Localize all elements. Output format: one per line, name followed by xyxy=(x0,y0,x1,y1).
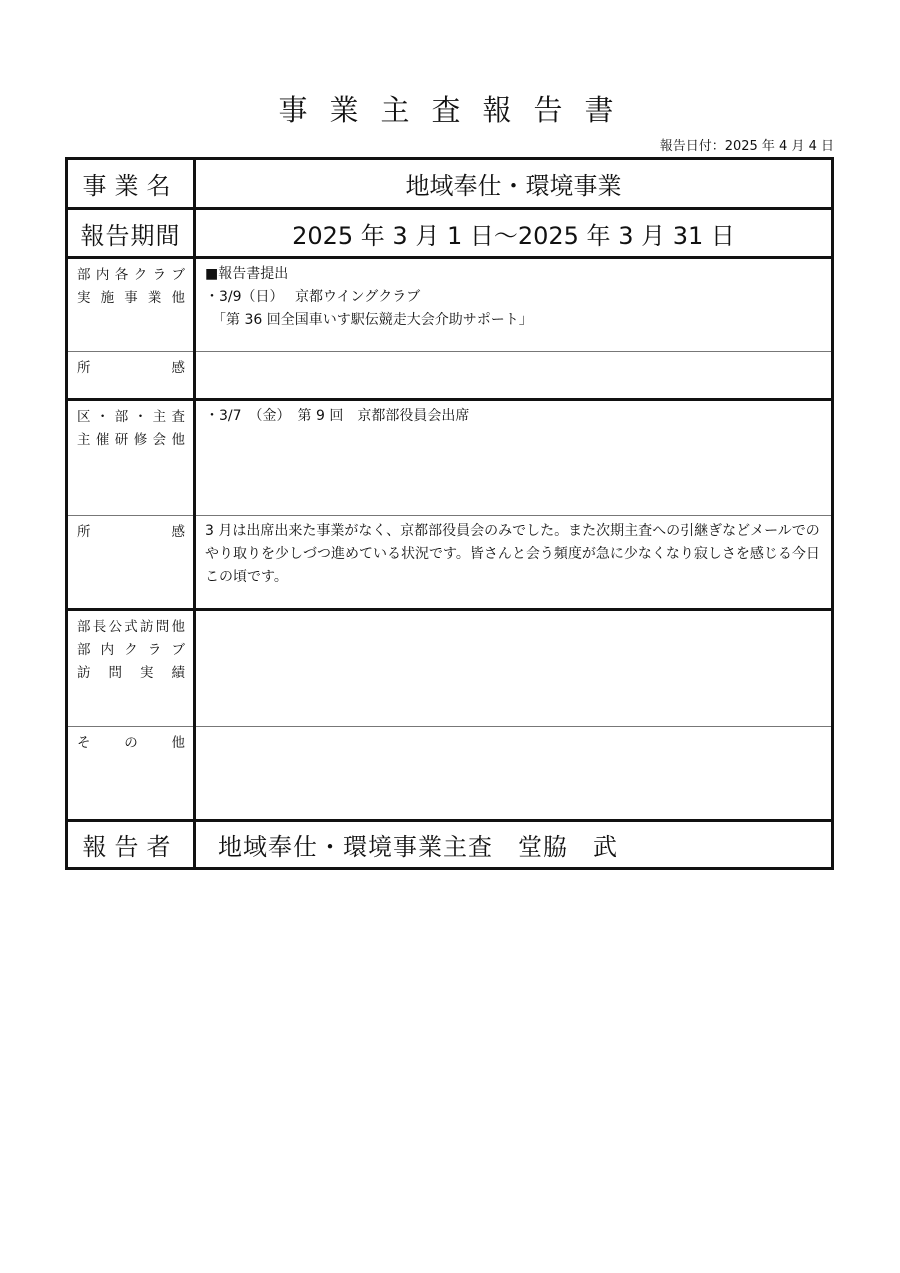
district-meetings-label xyxy=(67,400,195,516)
report-period-value: 2025 年 3 月 1 日～2025 年 3 月 31 日 xyxy=(195,209,833,258)
row-club-activities xyxy=(67,258,833,352)
club-impressions-label xyxy=(67,352,195,400)
content-line: 「第 36 回全国車いす駅伝競走大会介助サポート」 xyxy=(205,312,533,328)
row-other xyxy=(67,727,833,821)
district-meetings-content xyxy=(195,400,833,516)
business-name-label: 事業名 xyxy=(67,159,195,209)
row-business-name xyxy=(67,159,833,209)
content-line: ■報告書提出 xyxy=(205,266,289,282)
label-line: その他 xyxy=(77,735,185,751)
visits-content xyxy=(195,610,833,727)
content-line: ・3/7 （金） 第 9 回 京都部役員会出席 xyxy=(205,408,470,424)
other-label xyxy=(67,727,195,821)
district-impressions-content xyxy=(195,516,833,610)
content-paragraph: 3 月は出席出来た事業がなく、京都部役員会のみでした。また次期主査への引継ぎなどメールでのやり取りを少しづつ進めている状況です。皆さんと会う頻度が急に少なくなり寂しさを感じる今日この頃です。 xyxy=(205,523,820,585)
row-club-impressions xyxy=(67,352,833,400)
row-district-impressions xyxy=(67,516,833,610)
label-line: 所感 xyxy=(77,360,185,376)
report-table xyxy=(65,157,834,870)
reporter-value: 地域奉仕・環境事業主査 堂脇 武 xyxy=(218,833,618,861)
label-line: 部内クラブ xyxy=(77,642,185,658)
club-activities-label xyxy=(67,258,195,352)
content-line: ・3/9（日） 京都ウイングクラブ xyxy=(205,289,421,305)
club-activities-content xyxy=(195,258,833,352)
report-period-label: 報告期間 xyxy=(67,209,195,258)
label-line: 区・部・主査 xyxy=(77,409,185,425)
label-line: 所感 xyxy=(77,524,185,540)
label-line: 実施事業他 xyxy=(77,290,185,306)
club-impressions-content xyxy=(195,352,833,400)
label-line: 訪問実績 xyxy=(77,665,185,681)
visits-label xyxy=(67,610,195,727)
row-reporter xyxy=(67,821,833,869)
business-name-value: 地域奉仕・環境事業 xyxy=(195,159,833,209)
row-district-meetings xyxy=(67,400,833,516)
district-impressions-label xyxy=(67,516,195,610)
reporter-label: 報告者 xyxy=(67,821,195,869)
row-visits xyxy=(67,610,833,727)
label-line: 部内各クラブ xyxy=(77,267,185,283)
other-content xyxy=(195,727,833,821)
document-title: 事業主査報告書 xyxy=(278,93,636,127)
report-date: 報告日付：2025 年 4 月 4 日 xyxy=(659,139,834,154)
row-report-period xyxy=(67,209,833,258)
label-line: 部長公式訪問他 xyxy=(77,619,185,635)
label-line: 主催研修会他 xyxy=(77,432,185,448)
